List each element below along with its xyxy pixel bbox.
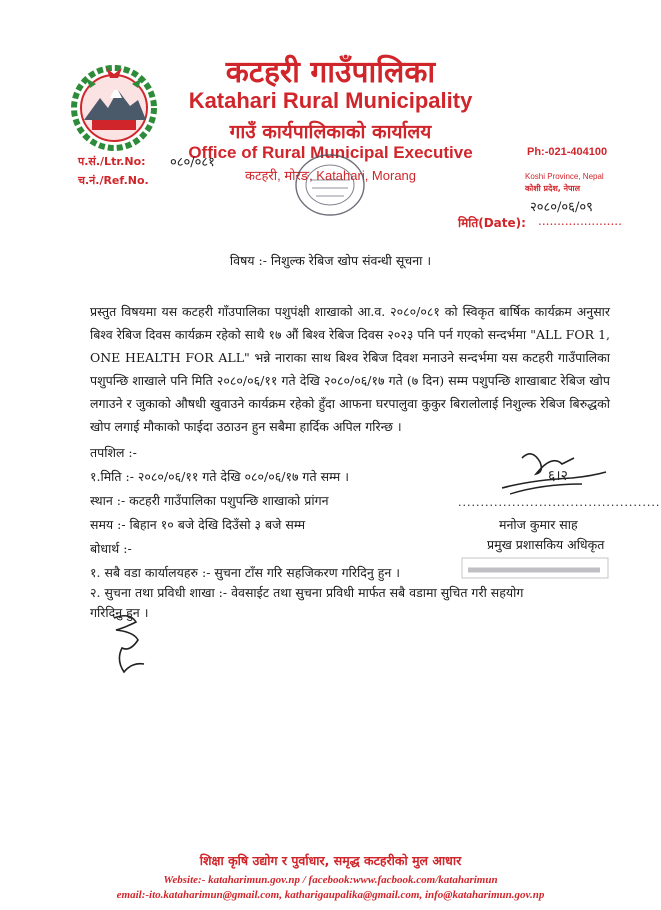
municipality-name-np: कटहरी गाउँपालिका bbox=[225, 55, 436, 90]
office-stamp-seal bbox=[290, 150, 370, 220]
initial-signature bbox=[104, 612, 152, 676]
province-np: कोशी प्रदेश, नेपाल bbox=[525, 184, 581, 193]
footer-website: Website:- kataharimun.gov.np / facebook:www.facbook.com/kataharimun bbox=[163, 874, 498, 886]
info-heading: बोधार्थ :- bbox=[90, 541, 132, 556]
footer-tagline: शिक्षा कृषि उद्योग र पुर्वाधार, समृद्ध कटहरीको मुल आधार bbox=[199, 853, 462, 868]
municipality-name-en: Katahari Rural Municipality bbox=[188, 88, 473, 113]
officer-signature bbox=[492, 444, 612, 504]
signer-title: प्रमुख प्रशासकिय अधिकृत bbox=[487, 537, 605, 552]
phone-number: Ph:-021-404100 bbox=[527, 146, 608, 158]
office-name-en: Office of Rural Municipal Executive bbox=[188, 143, 473, 162]
footer-email: email:-ito.kataharimun@gmail.com, katharigaupalika@gmail.com, info@kataharimun.gov.np bbox=[116, 889, 545, 901]
office-location: कटहरी, मोरङ, Katahari, Morang bbox=[244, 168, 417, 183]
letter-date-dots: ...................... bbox=[538, 214, 622, 228]
province-en: Koshi Province, Nepal bbox=[525, 172, 604, 181]
letter-number-value: ०८०/०८१ bbox=[170, 155, 215, 170]
signature-line: ............................................. bbox=[458, 496, 661, 509]
reference-number-label: च.नं./Ref.No. bbox=[78, 174, 149, 187]
details-heading: तपशिल :- bbox=[90, 445, 137, 460]
details-place-line: स्थान :- कटहरी गाउँपालिका पशुपन्छि शाखाको प्रांगन bbox=[90, 493, 329, 508]
letter-date-value: २०८०/०६/०९ bbox=[530, 200, 593, 215]
notice-subject: विषय :- निशुल्क रेबिज खोप संवन्धी सूचना । bbox=[229, 253, 432, 268]
details-date-line: १.मिति :- २०८०/०६/११ गते देखि ०८०/०६/१७ गते सम्म । bbox=[90, 469, 349, 484]
office-name-np: गाउँ कार्यपालिकाको कार्यालय bbox=[229, 121, 432, 143]
letter-date-label: मिति(Date): bbox=[458, 216, 526, 230]
info-item-1: १. सबै वडा कार्यालयहरु :- सुचना टाँस गरि सहजिकरण गरिदिनु हुन । bbox=[90, 565, 401, 580]
info-item-2: २. सुचना तथा प्रविधी शाखा :- वेवसाईट तथा सुचना प्रविधी मार्फत सबै वडामा सुचित गरी सहयोग bbox=[90, 585, 524, 600]
letter-number-label: प.सं./Ltr.No: bbox=[78, 155, 146, 168]
info-item-2-continued: गरिदिनु हुन । bbox=[90, 605, 149, 620]
officer-title-stamp bbox=[460, 556, 610, 580]
notice-body-paragraph: प्रस्तुत विषयमा यस कटहरी गाँउपालिका पशुपंक्षी शाखाको आ.व. २०८०/०८१ को स्विकृत बार्षिक कार्यक्रम अनुसार बिश्व रेबिज दिवस कार्यक्रम रहेको साथै १७ औं बिश्व रेबिज दिवस २०२३ पनि पर्न गएको सन्दर्भमा "ALL FOR 1, ONE HEALTH FOR ALL" भन्ने नाराका साथ बिश्व रेबिज दिवश मनाउने सन्दर्भमा यस कटहरी गाउँपालिका पशुपन्छि शाखाले पनि मिति २०८०/०६/११ गते देखि २०८०/०६/१७ गते (७ दिन) सम्म पशुपन्छि शाखाबाट रेबिज खोप लगाउने र जुकाको औषधी खुवाउने कार्यक्रम रहेको हुँदा आफना घरपालुवा कुकुर बिरालोलाई निशुल्क रेबिज बिरुद्धको खोप लगाई मौकाको फाईदा उठाउन हुन सबैमा हार्दिक अपिल गरिन्छ । bbox=[90, 304, 610, 434]
svg-text:६।२: ६।२ bbox=[548, 468, 568, 484]
details-time-line: समय :- बिहान १० बजे देखि दिउँसो ३ बजे सम्म bbox=[90, 517, 306, 532]
signer-name: मनोज कुमार साह bbox=[499, 517, 578, 532]
